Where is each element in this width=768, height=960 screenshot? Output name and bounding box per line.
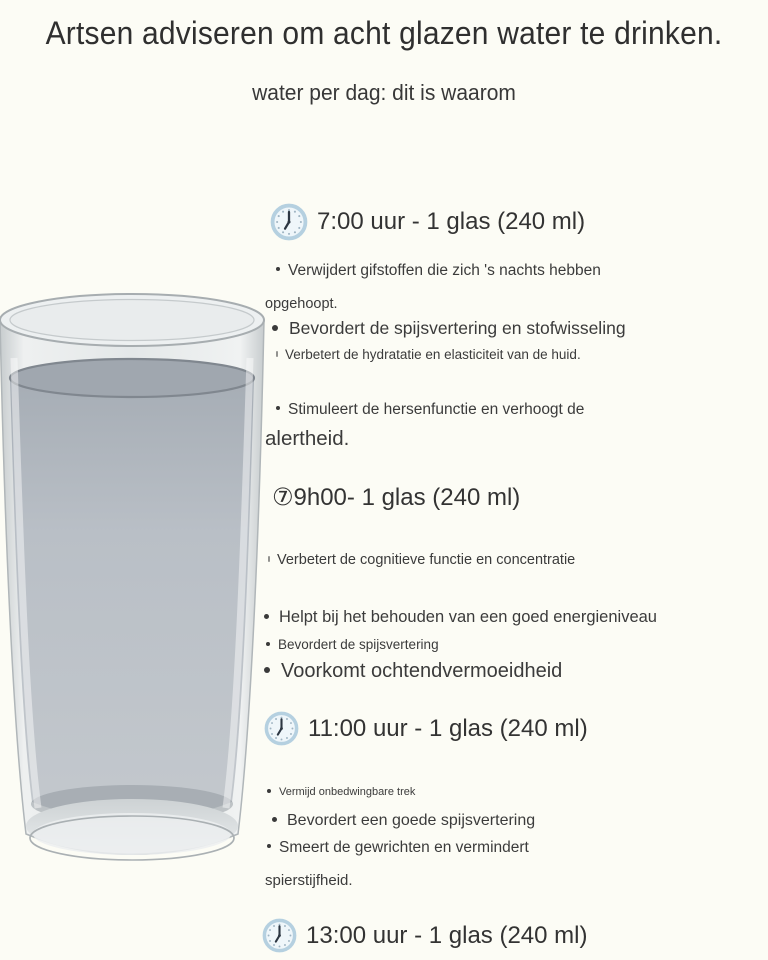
section-heading-text: 13:00 uur - 1 glas (240 ml) — [306, 921, 588, 949]
bullet-text: Bevordert de spijsvertering — [278, 637, 439, 652]
bullet-dot-icon — [267, 844, 271, 848]
bullet-text: Bevordert de spijsvertering en stofwisseling — [289, 318, 626, 338]
bullet-item — [272, 812, 535, 830]
bullet-dot-icon — [276, 406, 280, 410]
page-title: Artsen adviseren om acht glazen water te drinken. — [45, 16, 723, 52]
bullet-dot-icon — [264, 614, 269, 619]
bullet-item-continuation — [265, 872, 353, 889]
bullet-dot-icon — [267, 789, 271, 793]
bullet-text: Stimuleert de hersenfunctie en verhoogt de — [288, 401, 585, 418]
bullet-item-continuation — [265, 427, 349, 451]
bullet-text: Verbetert de hydratatie en elasticiteit van de huid. — [285, 347, 581, 362]
water-glass-image — [0, 286, 268, 878]
bullet-text: alertheid. — [265, 427, 350, 450]
section-heading-9h00 — [272, 483, 520, 512]
bullet-text: Verwijdert gifstoffen die zich 's nachts hebben — [288, 262, 601, 279]
bullet-dot-icon — [264, 667, 270, 673]
bullet-item — [264, 608, 657, 627]
bullet-dot-icon — [276, 267, 280, 271]
bullet-dot-icon — [272, 325, 278, 331]
section-heading-text: ⑦9h00- 1 glas (240 ml) — [272, 484, 521, 511]
bullet-item — [276, 347, 581, 362]
bullet-dot-icon — [266, 642, 270, 646]
clock-icon — [270, 203, 308, 241]
bullet-item — [272, 318, 626, 339]
bullet-item-continuation — [265, 296, 338, 312]
bullet-item — [266, 637, 439, 652]
clock-icon — [264, 711, 299, 746]
bullet-item — [267, 839, 529, 857]
bullet-text: spierstijfheid. — [265, 872, 353, 889]
section-heading-13-00 — [262, 918, 587, 953]
bullet-text: Verbetert de cognitieve functie en concentratie — [277, 552, 576, 568]
bullet-text: Voorkomt ochtendvermoeidheid — [281, 660, 563, 682]
bullet-dot-icon — [272, 817, 277, 822]
section-heading-text: 7:00 uur - 1 glas (240 ml) — [317, 208, 586, 235]
bullet-text: Vermijd onbedwingbare trek — [279, 786, 416, 798]
section-heading-11-00 — [264, 711, 588, 746]
bullet-item — [276, 401, 584, 419]
bullet-text: Bevordert een goede spijsvertering — [287, 812, 536, 829]
clock-icon — [262, 918, 297, 953]
bullet-item — [268, 552, 575, 568]
page-subtitle: water per dag: dit is waarom — [252, 81, 516, 106]
bullet-text: Smeert de gewrichten en vermindert — [279, 839, 529, 856]
bullet-text: Helpt bij het behouden van een goed energieniveau — [279, 608, 657, 626]
bullet-dot-icon — [276, 351, 278, 357]
bullet-item — [264, 660, 562, 683]
section-heading-7-00 — [270, 203, 585, 241]
section-heading-text: 11:00 uur - 1 glas (240 ml) — [308, 714, 588, 742]
bullet-dot-icon — [268, 556, 270, 562]
bullet-text: opgehoopt. — [265, 296, 338, 312]
bullet-item — [267, 786, 415, 798]
bullet-item — [276, 262, 601, 280]
